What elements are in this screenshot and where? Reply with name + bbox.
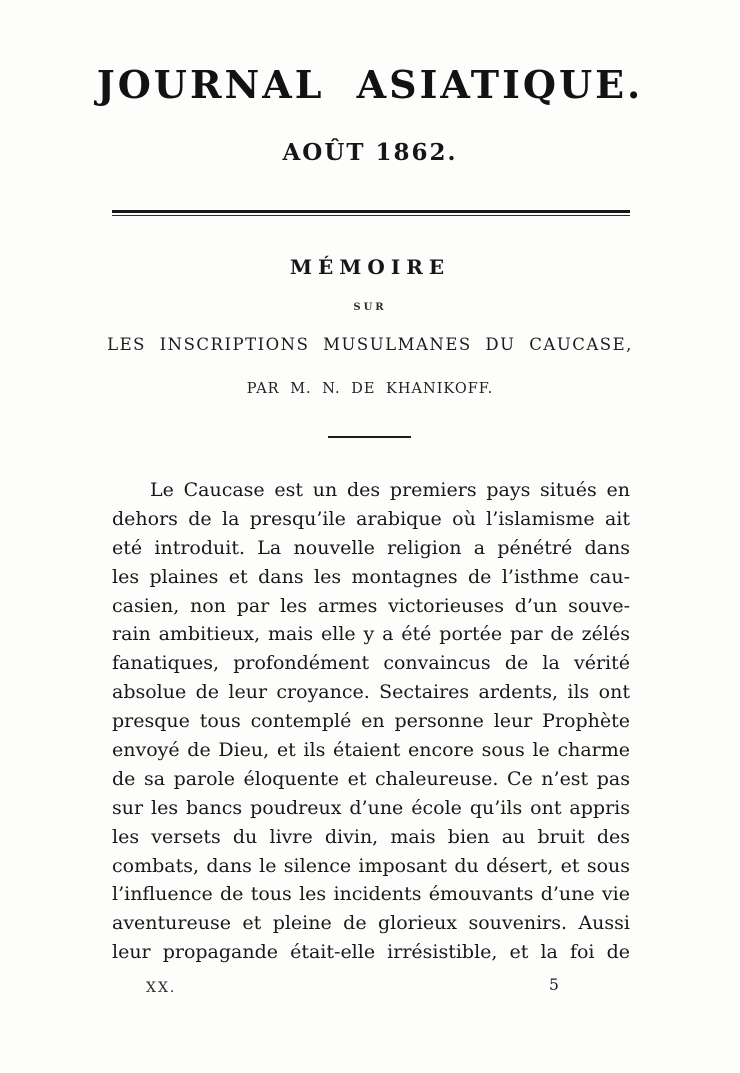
page-number: 5	[549, 976, 559, 994]
body-line: rain ambitieux, mais elle y a été portée par de zélés	[112, 623, 630, 646]
body-line: leur propagande était-elle irrésistible, et la foi de	[112, 941, 630, 964]
body-line: sur les bancs poudreux d’une école qu’ils ont appris	[112, 796, 630, 819]
double-rule	[112, 210, 630, 216]
article-heading: MÉMOIRE	[289, 255, 451, 279]
body-line: absolue de leur croyance. Sectaires ardents, ils ont	[112, 681, 630, 704]
issue-date: AOÛT 1862.	[282, 139, 458, 166]
body-line: de sa parole éloquente et chaleureuse. Ce n’est pas	[112, 767, 630, 790]
body-paragraph	[112, 476, 630, 967]
body-line: Le Caucase est un des premiers pays situés en	[150, 479, 630, 501]
body-line: casien, non par les armes victorieuses d’un souve-	[112, 594, 630, 617]
body-line: fanatiques, profondément convaincus de la vérité	[112, 652, 630, 675]
body-line: eté introduit. La nouvelle religion a pénétré dans	[112, 536, 630, 559]
article-byline: PAR M. N. DE KHANIKOFF.	[246, 381, 494, 397]
body-line: envoyé de Dieu, et ils étaient encore sous le charme	[112, 739, 630, 762]
body-line: les versets du livre divin, mais bien au bruit des	[112, 825, 630, 848]
journal-title: JOURNAL ASIATIQUE.	[96, 62, 644, 107]
body-line: dehors de la presqu’ile arabique où l’islamisme ait	[112, 507, 630, 530]
body-line: aventureuse et pleine de glorieux souvenirs. Aussi	[112, 912, 630, 935]
article-title: LES INSCRIPTIONS MUSULMANES DU CAUCASE,	[107, 335, 633, 354]
article-connector: SUR	[353, 302, 387, 313]
body-line: combats, dans le silence imposant du désert, et sous	[112, 854, 630, 877]
body-line: l’influence de tous les incidents émouvants d’une vie	[112, 883, 630, 906]
body-line: presque tous contemplé en personne leur Prophète	[112, 710, 630, 733]
separator-rule	[328, 436, 411, 438]
volume-signature: XX.	[146, 980, 177, 996]
body-line: les plaines et dans les montagnes de l’isthme cau-	[112, 565, 630, 588]
